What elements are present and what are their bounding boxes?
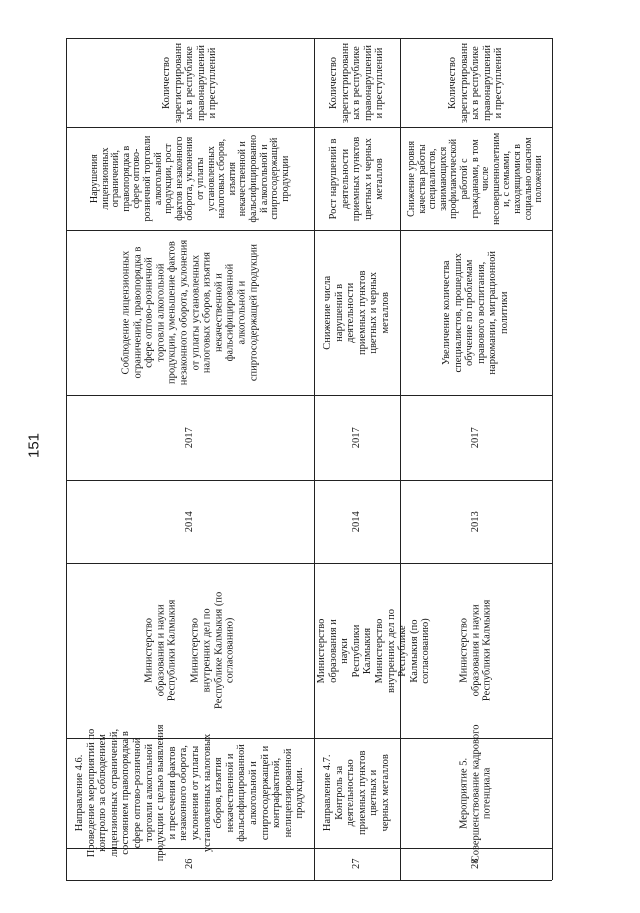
direction-text: Мероприятие 5. Совершенствование кадрового потенциала: [458, 724, 493, 862]
expected-result: Увеличение количества специалистов, прошедших обучение по проблемам правового воспитания, наркомании, миграционной политики: [441, 250, 511, 375]
executor-text: Министерство образования и науки Республики Калмыкия Министерство внутренних дел по Республике Калмыкия (по согласованию): [316, 608, 432, 693]
indicator-text: Количество зарегистрированн ых в республике правонарушений и преступлений: [161, 42, 219, 123]
row-number: 28: [470, 858, 482, 870]
indicator-text: Количество зарегистрированн ых в республике правонарушений и преступлений: [447, 42, 505, 123]
direction-text: Направление 4.6. Проведение мероприятий по контролю за соблюдением лицензионных ограничений, состоянием правопорядка в сфере оптово-розничной торговли алкогольной продукции с целью выявления и пресечения фактов незаконного оборота, уклонения от уплаты установленных налоговых сборов, изъятия некачественной и фальсифицированной алкогольной и спиртосодержащей и контрафактной, нелицензированной продукции.: [74, 724, 306, 862]
consequence-text: Снижение уровня качества работы специалистов, занимающихся профилактической работой с гражданами, в том числе несовершеннолетним и, с семьями, находящимися в социально опасном положении: [406, 132, 545, 225]
expected-result: Снижение числа нарушений в деятельности приемных пунктов цветных и черных металлов: [322, 270, 392, 355]
executor-text: Министерство образования и науки Республики Калмыкия Министерство внутренних дел по Республике Калмыкия (по согласованию): [143, 591, 236, 710]
row-number: 27: [351, 858, 363, 870]
start-year: 2014: [351, 511, 363, 532]
end-year: 2017: [351, 427, 363, 448]
start-year: 2014: [184, 511, 196, 532]
executor-text: Министерство образования и науки Республики Калмыкия: [458, 599, 493, 702]
consequence-text: Рост нарушений в деятельности приемных пунктов цветных и черных металлов: [328, 136, 386, 221]
expected-result: Соблюдение лицензионных ограничений, правопорядка в сфере оптово-розничной торговли алкогольной продукции, уменьшение фактов незаконного оборота, уклонения от уплаты установленных налоговых сборов, изъятия некачественной и фальсифицированной алкогольной и спиртосодержащей продукции: [120, 239, 259, 386]
start-year: 2013: [470, 511, 482, 532]
end-year: 2017: [470, 427, 482, 448]
direction-text: Направление 4.7. Контроль за деятельностью приемных пунктов цветных и черных металлов: [322, 750, 392, 836]
consequence-text: Нарушения лицензионных ограничений, правопорядка в сфере оптово- розничной торговли алкогольной продукции, рост фактов незаконного оборота, уклонения от уплаты установленных налоговых сборов, изъятия некачественной и фальсифицированно й алкогольной и спиртосодержащей продукции: [88, 134, 291, 223]
end-year: 2017: [184, 427, 196, 448]
table-border-right: [552, 38, 553, 880]
indicator-text: Количество зарегистрированн ых в республике правонарушений и преступлений: [328, 42, 386, 123]
row-number: 26: [184, 858, 196, 870]
page-number: 151: [25, 432, 43, 459]
